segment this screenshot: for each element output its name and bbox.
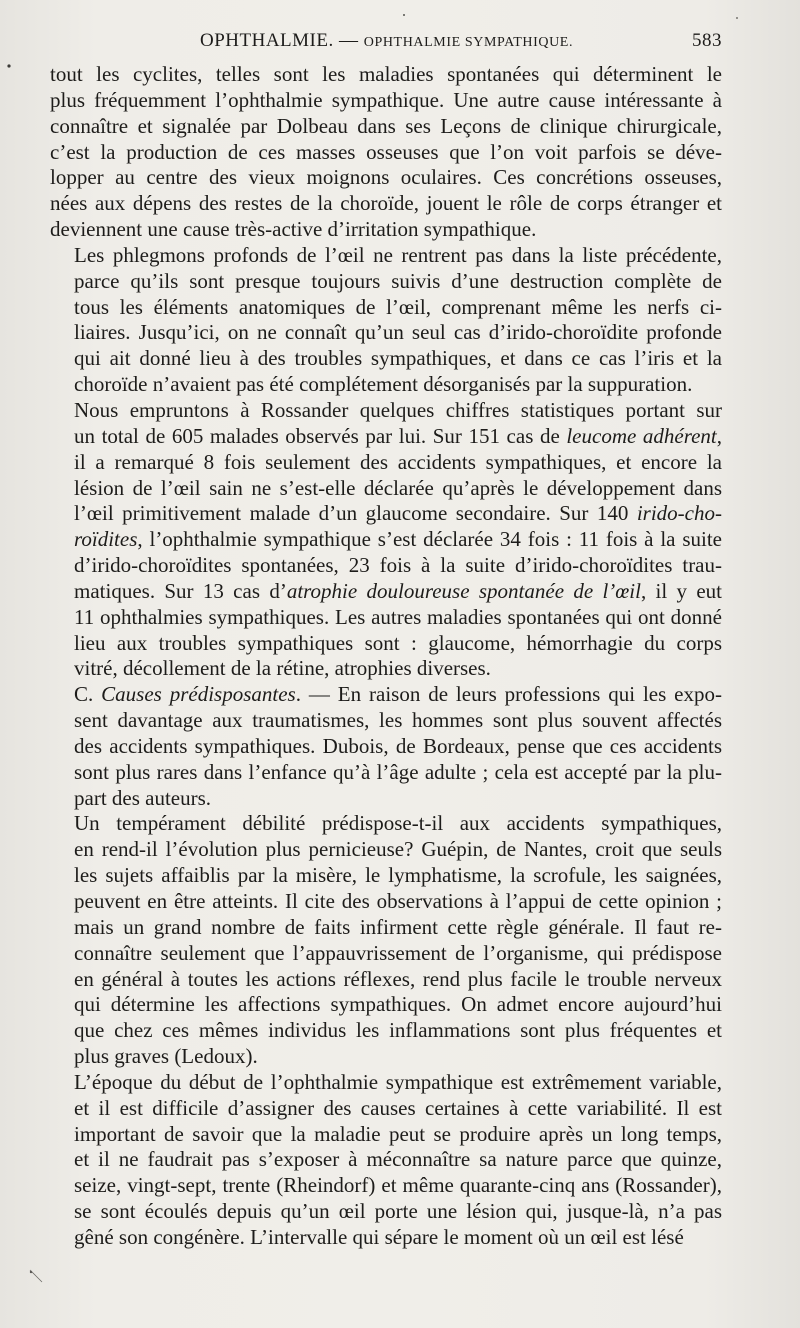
text-line: lésion de l’œil sain ne s’est-elle déclarée qu’après le développement dans [74,475,722,500]
text-line: vitré, décollement de la rétine, atrophies diverses. [74,656,491,681]
text-line: se sont écoulés depuis qu’un œil porte une lésion qui, jusque-là, n’a pas [74,1199,722,1224]
paper-speck [736,17,738,19]
text-line: connaître et signalée par Dolbeau dans ses Leçons de clinique chirurgicale, [50,113,722,138]
paragraph-p5 [50,811,722,1069]
paper-mark [30,1270,42,1282]
text-line: liaires. Jusqu’ici, on ne connaît qu’un seul cas d’irido-choroïdite profonde [74,320,722,345]
text-line: choroïde n’avaient pas été complétement désorganisés par la suppuration. [74,372,693,397]
text-line: en rend-il l’évolution plus pernicieuse? Guépin, de Nantes, croit que seuls [74,837,722,862]
text-line: mais un grand nombre de faits infirment cette règle générale. Il faut re- [74,914,722,939]
text-line: important de savoir que la maladie peut se produire après un long temps, [74,1121,722,1146]
text-line: lopper au centre des vieux moignons oculaires. Ces concrétions osseuses, [50,165,722,190]
paragraph-p2 [50,243,722,398]
text-line: en général à toutes les actions réflexes, rend plus facile le trouble nerveux [74,966,722,991]
running-head-title: OPHTHALMIE. [200,30,334,51]
text-line: l’œil primitivement malade d’un glaucome secondaire. Sur 140 irido-cho- [74,501,722,526]
paper-speck [403,14,405,16]
text-line: peuvent en être atteints. Il cite des observations à l’appui de cette opinion ; [74,889,722,913]
text-line: les sujets affaiblis par la misère, le lymphatisme, la scrofule, les saignées, [74,863,722,888]
text-line: gêné son congénère. L’intervalle qui sépare le moment où un œil est lésé [74,1224,684,1249]
text-line: Un tempérament débilité prédispose-t-il aux accidents sympathiques, [74,811,722,836]
text-line: plus fréquemment l’ophthalmie sympathique. Une autre cause intéressante à [50,87,722,112]
running-head-dash: — [339,30,359,51]
text-line: seize, vingt-sept, trente (Rheindorf) et même quarante-cinq ans (Rossander), [74,1173,722,1198]
text-line: connaître seulement que l’appauvrissement de l’organisme, qui prédispose [74,940,722,965]
text-line: sont plus rares dans l’enfance qu’à l’âge adulte ; cela est accepté par la plu- [74,759,722,784]
text-line: sent davantage aux traumatismes, les hommes sont plus souvent affectés [74,708,722,733]
text-line: d’irido-choroïdites spontanées, 23 fois à la suite d’irido-choroïdites trau- [74,553,722,578]
text-line: il a remarqué 8 fois seulement des accidents sympathiques, et encore la [74,449,722,474]
text-line: roïdites, l’ophthalmie sympathique s’est déclarée 34 fois : 11 fois à la suite [74,527,722,552]
text-line: plus graves (Ledoux). [74,1044,258,1069]
body-text [50,62,722,1251]
running-head [200,30,573,52]
page-header [50,30,722,56]
text-line: matiques. Sur 13 cas d’atrophie douloureuse spontanée de l’œil, il y eut [74,578,723,603]
text-line: tout les cyclites, telles sont les maladies spontanées qui déterminent le [50,62,722,86]
text-line: qui ait donné lieu à des troubles sympathiques, et dans ce cas l’iris et la [74,346,722,371]
text-line: parce qu’ils sont presque toujours suivis d’une destruction complète de [74,268,722,293]
text-line: Nous empruntons à Rossander quelques chiffres statistiques portant sur [74,397,722,422]
paragraph-p6 [50,1070,722,1251]
text-line: et il ne faudrait pas s’exposer à méconnaître sa nature parce que quinze, [74,1147,722,1172]
text-line: des accidents sympathiques. Dubois, de Bordeaux, pense que ces accidents [74,733,722,758]
text-line: que chez ces mêmes individus les inflammations sont plus fréquentes et [74,1018,722,1043]
text-line: C. Causes prédisposantes. — En raison de leurs professions qui les expo- [74,682,722,707]
text-line: qui détermine les affections sympathiques. On admet encore aujourd’hui [74,992,722,1017]
paper-speck [30,1271,32,1273]
paragraph-p1 [50,62,722,243]
page-number: 583 [692,30,722,51]
text-line: Les phlegmons profonds de l’œil ne rentrent pas dans la liste précédente, [74,242,722,267]
text-line: L’époque du début de l’ophthalmie sympathique est extrêmement variable, [74,1069,722,1094]
text-line: part des auteurs. [74,785,212,810]
text-line: lieu aux troubles sympathiques sont : glaucome, hémorrhagie du corps [74,630,722,655]
text-line: tous les éléments anatomiques de l’œil, comprenant même les nerfs ci- [74,294,722,319]
text-line: et il est difficile d’assigner des causes certaines à cette variabilité. Il est [74,1095,722,1120]
paper-speck [7,64,10,67]
paragraph-p4 [50,682,722,811]
text-line: c’est la production de ces masses osseuses que l’on voit parfois se déve- [50,139,722,164]
text-line: deviennent une cause très-active d’irritation sympathique. [50,217,537,242]
text-line: nées aux dépens des restes de la choroïde, jouent le rôle de corps étranger et [50,191,722,216]
text-line: 11 ophthalmies sympathiques. Les autres maladies spontanées qui ont donné [74,604,722,629]
paragraph-p3 [50,398,722,682]
running-head-subtitle: OPHTHALMIE SYMPATHIQUE. [363,35,574,50]
text-line: un total de 605 malades observés par lui. Sur 151 cas de leucome adhérent, [74,423,722,448]
